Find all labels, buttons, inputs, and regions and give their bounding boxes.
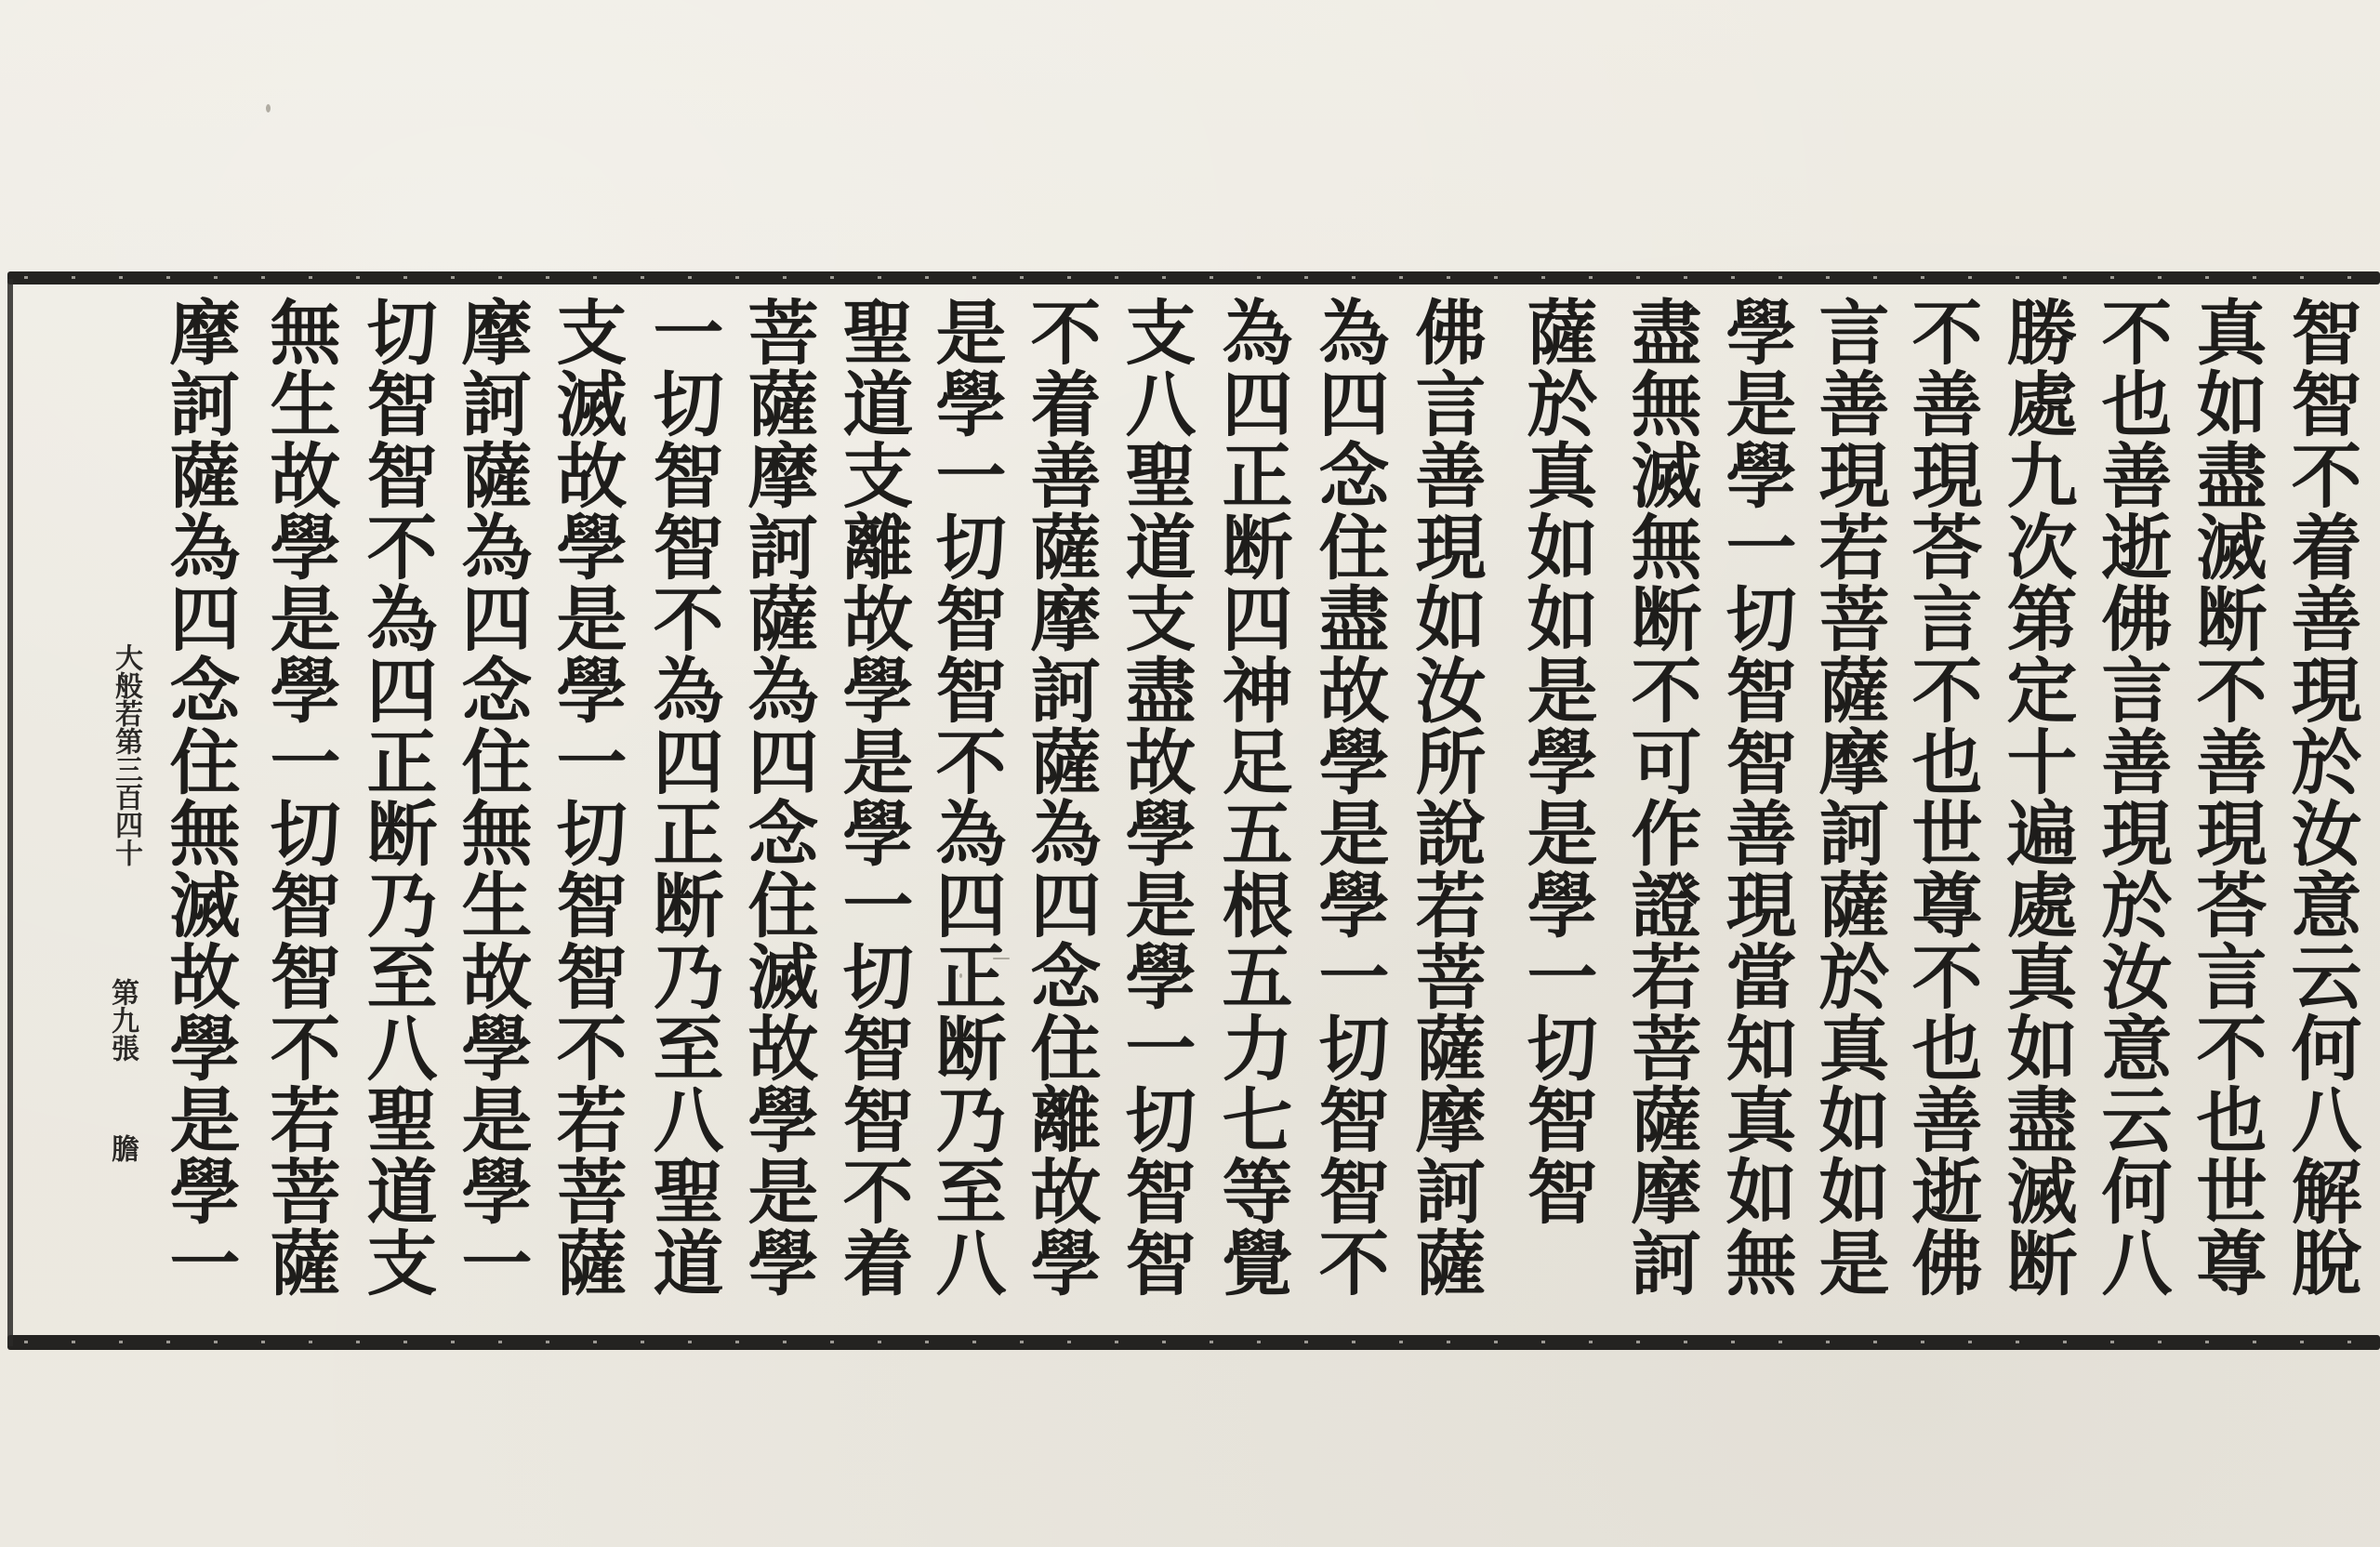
text-column: 智智不着善現於汝意云何八解脫	[2280, 296, 2362, 1298]
text-column: 勝處九次第定十遍處真如盡滅断	[1995, 296, 2078, 1298]
text-column: 不善現荅言不也世尊不也善逝佛	[1900, 296, 1983, 1298]
text-column: 不着善薩摩訶薩為四念住離故學	[1019, 296, 1102, 1298]
text-column: 支八聖道支盡故學是學一切智智	[1114, 296, 1197, 1298]
text-column: 薩於真如如是學是學一切智智	[1515, 296, 1598, 1226]
text-column: 言善現若菩薩摩訶薩於真如如是	[1807, 296, 1890, 1298]
text-column: 盡無滅無断不可作證若菩薩摩訶	[1620, 296, 1702, 1298]
frame-top-rule	[7, 271, 2380, 284]
sheet-number-margin: 第九張	[106, 978, 139, 1062]
text-column: 切智智不為四正断乃至八聖道支	[355, 296, 438, 1298]
text-column: 學是學一切智智善現當知真如無	[1714, 296, 1797, 1298]
text-column: 摩訶薩為四念住無滅故學是學一	[158, 296, 241, 1298]
text-column: 菩薩摩訶薩為四念住滅故學是學	[736, 296, 819, 1298]
text-column: 摩訶薩為四念住無生故學是學一	[450, 296, 533, 1298]
carver-name-margin: 膽	[106, 1134, 139, 1162]
text-column: 支滅故學是學一切智智不若菩薩	[545, 296, 628, 1298]
text-column: 佛言善現如汝所說若菩薩摩訶薩	[1404, 296, 1487, 1298]
text-column: 為四念住盡故學是學一切智智不	[1307, 296, 1390, 1298]
text-column: 不也善逝佛言善現於汝意云何八	[2090, 296, 2173, 1298]
text-column: 聖道支離故學是學一切智智不着	[831, 296, 914, 1298]
text-column: 真如盡滅断不善現荅言不也世尊	[2185, 296, 2268, 1298]
text-column: 是學一切智智不為四正断乃至八	[924, 296, 1007, 1298]
paper-speck	[266, 104, 271, 112]
block-title-margin: 大般若第三百四十	[110, 643, 142, 866]
text-column: 無生故學是學一切智智不若菩薩	[258, 296, 341, 1298]
text-column: 為四正断四神足五根五力七等覺	[1210, 296, 1293, 1298]
frame-bottom-rule	[7, 1335, 2380, 1350]
frame-left-border	[7, 279, 13, 1346]
text-column: 一切智智不為四正断乃至八聖道	[641, 296, 724, 1298]
